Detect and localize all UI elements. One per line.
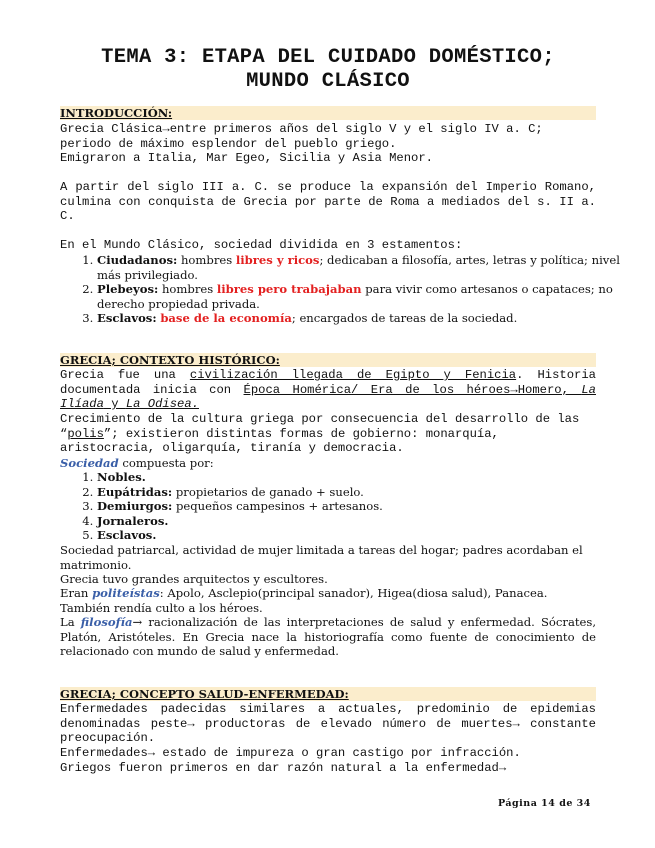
sociedad-line: Sociedad compuesta por: [60, 456, 214, 470]
contexto-paragraph-6: La filosofía→ racionalización de las interpretaciones de salud y enfermedad. Sócrates, Platón, Aristóteles. En Grecia nace la historiografía como fuente de conocimiento de relacionado con mundo de salud y enfermedad. [60, 615, 597, 659]
section-heading-introduccion: INTRODUCCIÓN: [60, 106, 596, 120]
contexto-paragraph-1: Grecia fue una civilización llegada de Egipto y Fenicia. Historia documentada inicia con Época Homérica/ Era de los héroes→Homero, La Ilíada y La Odisea. [60, 368, 596, 412]
clases-list [60, 470, 633, 543]
contexto-paragraph-4: Grecia tuvo grandes arquitectos y escultores. [60, 572, 328, 586]
list-item: 1. Ciudadanos: hombres libres y ricos; dedicaban a filosofía, artes, letras y política; nivel más privilegiado. [97, 253, 633, 282]
title-line-1: TEMA 3: ETAPA DEL CUIDADO DOMÉSTICO; [101, 46, 555, 69]
list-item: 1. Nobles. [97, 470, 633, 485]
list-item: 4. Jornaleros. [97, 514, 633, 529]
page-number: Página 14 de 34 [498, 798, 591, 809]
intro-line: periodo de máximo esplendor del pueblo griego. [60, 136, 397, 151]
list-item: 2. Eupátridas: propietarios de ganado + suelo. [97, 485, 633, 500]
intro-paragraph-1 [60, 122, 596, 166]
contexto-paragraph-5: Eran politeístas: Apolo, Asclepio(principal sanador), Higea(diosa salud), Panacea. También rendía culto a los héroes. [60, 586, 548, 615]
list-item: 3. Demiurgos: pequeños campesinos + artesanos. [97, 499, 633, 514]
list-item: 3. Esclavos: base de la economía; encargados de tareas de la sociedad. [97, 311, 633, 326]
intro-paragraph-3: En el Mundo Clásico, sociedad dividida en 3 estamentos: [60, 238, 463, 252]
section-heading-contexto: GRECIA; CONTEXTO HISTÓRICO: [60, 353, 596, 367]
contexto-paragraph-2: Crecimiento de la cultura griega por consecuencia del desarrollo de las “polis”; existieron distintas formas de gobierno: monarquía, aristocracia, oligarquía, tiranía y democracia. [60, 412, 580, 456]
concepto-paragraph-2: Enfermedades→ estado de impureza o gran castigo por infracción. [60, 746, 521, 760]
intro-line: Grecia Clásica→entre primeros años del siglo V y el siglo IV a. C; [60, 122, 543, 136]
estamentos-list [60, 253, 633, 326]
title-line-2: MUNDO CLÁSICO [246, 70, 410, 93]
intro-paragraph-2: A partir del siglo III a. C. se produce la expansión del Imperio Romano, culmina con conquista de Grecia por parte de Roma a mediados del s. II a. C. [60, 180, 596, 224]
intro-line: Emigraron a Italia, Mar Egeo, Sicilia y Asia Menor. [60, 151, 433, 166]
contexto-paragraph-3: Sociedad patriarcal, actividad de mujer limitada a tareas del hogar; padres acordaban el matrimonio. [60, 543, 583, 572]
list-item: 5. Esclavos. [97, 528, 633, 543]
concepto-paragraph-3: Griegos fueron primeros en dar razón natural a la enfermedad→ [60, 761, 507, 775]
list-item: 2. Plebeyos: hombres libres pero trabajaban para vivir como artesanos o capataces; no derecho propiedad privada. [97, 282, 633, 311]
section-heading-concepto: GRECIA; CONCEPTO SALUD-ENFERMEDAD: [60, 687, 596, 701]
concepto-paragraph-1: Enfermedades padecidas similares a actuales, predominio de epidemias denominadas peste→ productoras de elevado número de muertes→ constante preocupación. [60, 702, 596, 746]
page-title [60, 46, 596, 94]
